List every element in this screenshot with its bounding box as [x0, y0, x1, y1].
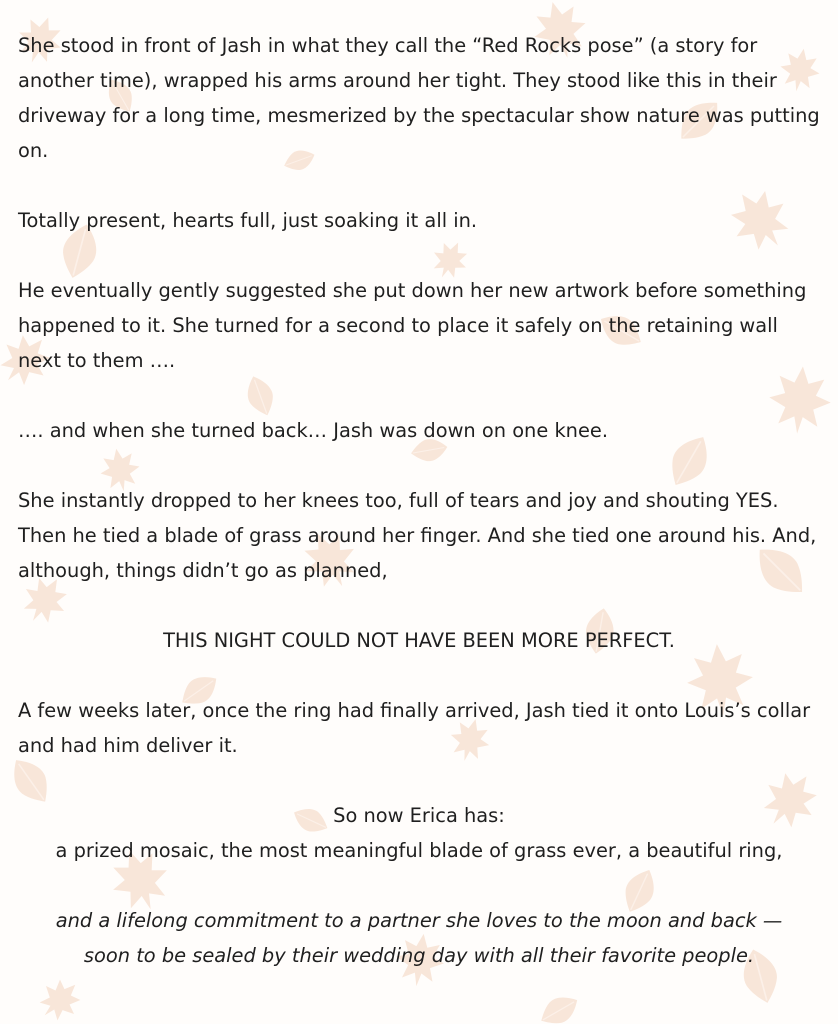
- erica-has-heading: So now Erica has:: [333, 804, 505, 827]
- paragraph-ring-delivery: A few weeks later, once the ring had finally arrived, Jash tied it onto Louis’s collar and had him deliver it.: [18, 699, 811, 757]
- closing-line-2: soon to be sealed by their wedding day with all their favorite people.: [83, 944, 755, 967]
- paragraph-totally-present: Totally present, hearts full, just soaking it all in.: [18, 209, 478, 232]
- paragraph-red-rocks-pose: She stood in front of Jash in what they call the “Red Rocks pose” (a story for another time), wrapped his arms around her tight. They stood like this in their driveway for a long time, mesmerized by the spectacular show nature was putting on.: [18, 34, 820, 162]
- closing-line-1: and a lifelong commitment to a partner she loves to the moon and back —: [55, 909, 783, 932]
- paragraph-blade-of-grass: She instantly dropped to her knees too, full of tears and joy and shouting YES. Then he tied a blade of grass around her finger. And she tied one around his. And, although, things didn’t go as planned,: [18, 489, 817, 582]
- paragraph-perfect-night: THIS NIGHT COULD NOT HAVE BEEN MORE PERFECT.: [163, 629, 675, 652]
- paragraph-put-down-artwork: He eventually gently suggested she put down her new artwork before something happened to it. She turned for a second to place it safely on the retaining wall next to them ….: [18, 279, 807, 372]
- erica-has-list: a prized mosaic, the most meaningful blade of grass ever, a beautiful ring,: [55, 839, 783, 862]
- paragraph-down-on-one-knee: …. and when she turned back… Jash was down on one knee.: [18, 419, 608, 442]
